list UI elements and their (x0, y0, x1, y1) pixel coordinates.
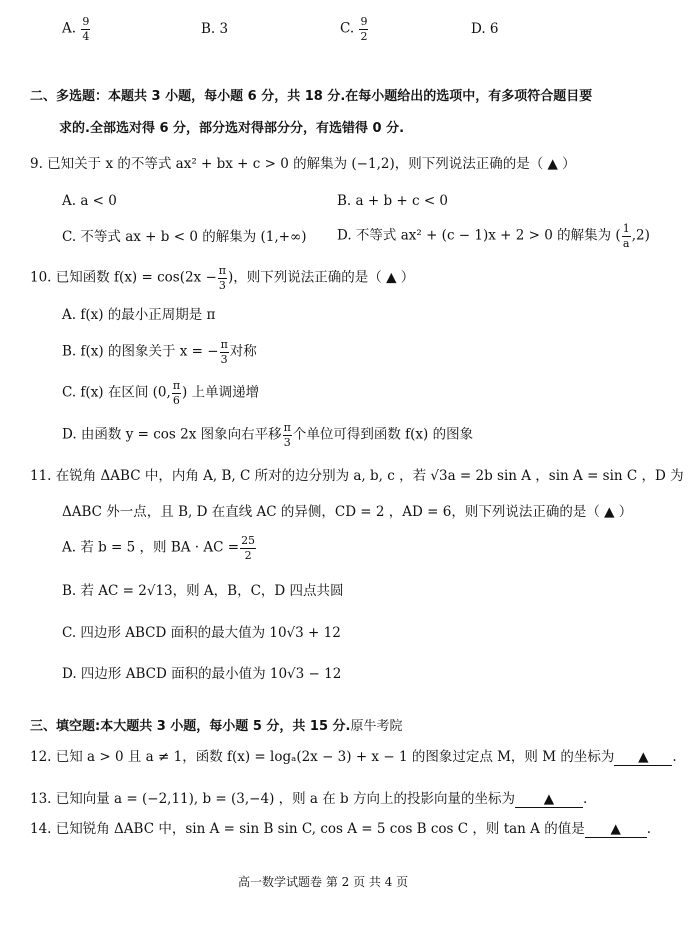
q8-a-fraction: $\frac{9}{4}$ (82, 15, 90, 43)
q8-option-b: B. 3 (201, 21, 229, 37)
q13-answer-blank[interactable]: ▲ (515, 793, 583, 808)
q11-option-d: D. 四边形 ABCD 面积的最小值为 10√3 − 12 (62, 666, 342, 682)
section3-heading: 三、填空题:本大题共 3 小题，每小题 5 分，共 15 分.原牛考院 (30, 719, 403, 734)
q9-option-d: D. 不等式 ax² + (c − 1)x + 2 > 0 的解集为 ( $\frac{1}{a}$ ,2) (337, 222, 650, 250)
q11-option-a: A. 若 b = 5 ，则 BA · AC = $\frac{25}{2}$ (62, 534, 256, 562)
section2-heading-line2: 求的.全部选对得 6 分，部分选对得部分分，有选错得 0 分. (59, 121, 405, 136)
q10-d-fraction: $\frac{\pi}{3}$ (283, 421, 291, 449)
section2-heading-line1: 二、多选题：本题共 3 小题，每小题 6 分，共 18 分.在每小题给出的选项中，有多项符合题目要 (30, 89, 593, 104)
q8-option-a (62, 16, 91, 42)
q9-stem: 9. 已知关于 x 的不等式 ax² + bx + c > 0 的解集为 (−1,2)，则下列说法正确的是（ ▲ ） (30, 156, 576, 172)
q12-answer-blank[interactable]: ▲ (614, 751, 672, 766)
q8-option-d: D. 6 (471, 21, 499, 37)
q14-answer-blank[interactable]: ▲ (585, 823, 647, 838)
q11-a-fraction: $\frac{25}{2}$ (241, 534, 256, 562)
q9-option-a: A. a < 0 (62, 193, 117, 209)
q10-option-a: A. f(x) 的最小正周期是 π (62, 307, 216, 323)
q8-c-label: C. (340, 20, 355, 37)
q8-a-label: A. (62, 20, 77, 37)
q8-option-c (340, 16, 369, 42)
q13: 13. 已知向量 a = (−2,11), b = (3,−4) ，则 a 在 b 方向上的投影向量的坐标为 ▲ . (30, 791, 588, 807)
q14: 14. 已知锐角 ΔABC 中，sin A = sin B sin C, cos A = 5 cos B cos C ，则 tan A 的值是 ▲ . (30, 821, 651, 837)
q8-c-fraction: $\frac{9}{2}$ (360, 15, 368, 43)
q9-option-b: B. a + b + c < 0 (337, 193, 449, 209)
q10-b-fraction: $\frac{\pi}{3}$ (220, 338, 228, 366)
q10-option-d: D. 由函数 y = cos 2x 图象向右平移 $\frac{\pi}{3}$ 个单位可得到函数 f(x) 的图象 (62, 421, 474, 449)
q11-option-b: B. 若 AC = 2√13，则 A，B，C，D 四点共圆 (62, 583, 344, 599)
q12: 12. 已知 a > 0 且 a ≠ 1，函数 f(x) = logₐ(2x − 3) + x − 1 的图象过定点 M，则 M 的坐标为 ▲ . (30, 749, 677, 765)
q11-stem-line1: 11. 在锐角 ΔABC 中，内角 A, B, C 所对的边分别为 a, b, c ，若 √3a = 2b sin A ，sin A = sin C ，D 为 (30, 468, 684, 484)
page-footer: 高一数学试题卷 第 2 页 共 4 页 (238, 875, 409, 889)
q10-c-fraction: $\frac{\pi}{6}$ (172, 379, 181, 407)
q10-stem-fraction: $\frac{\pi}{3}$ (218, 264, 227, 292)
q10-option-c: C. f(x) 在区间 (0, $\frac{\pi}{6}$ ) 上单调递增 (62, 379, 260, 407)
q10-option-b: B. f(x) 的图象关于 x = − $\frac{\pi}{3}$ 对称 (62, 338, 257, 366)
q9-option-c: C. 不等式 ax + b < 0 的解集为 (1,+∞) (62, 229, 307, 245)
q11-stem-line2: ΔABC 外一点，且 B, D 在直线 AC 的异侧，CD = 2 ，AD = 6，则下列说法正确的是（ ▲ ） (62, 504, 633, 520)
q11-option-c: C. 四边形 ABCD 面积的最大值为 10√3 + 12 (62, 625, 341, 641)
q9-d-fraction: $\frac{1}{a}$ (622, 222, 630, 250)
q10-stem: 10. 已知函数 f(x) = cos(2x − $\frac{\pi}{3}$ )，则下列说法正确的是（ ▲ ） (30, 264, 415, 292)
